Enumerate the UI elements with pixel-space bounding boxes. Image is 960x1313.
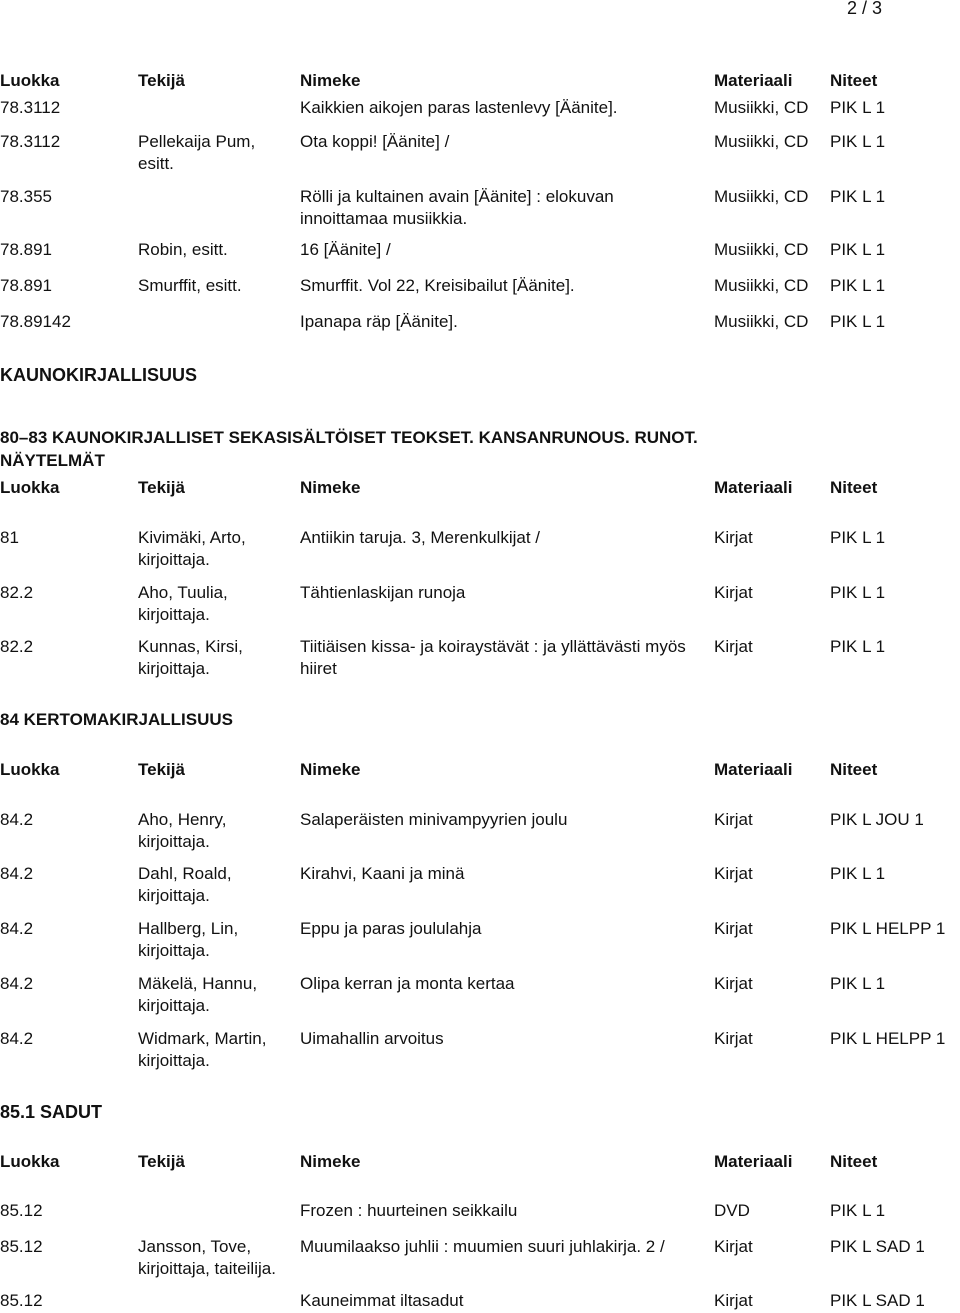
cell-luokka: 78.891 xyxy=(0,240,52,259)
cell-nimeke: Uimahallin arvoitus xyxy=(300,1029,444,1048)
cell-materiaali: Musiikki, CD xyxy=(714,187,809,206)
cell-luokka: 84.2 xyxy=(0,810,34,829)
cell-luokka: 81 xyxy=(0,528,19,547)
cell-materiaali: Musiikki, CD xyxy=(714,312,809,331)
cell-luokka: 78.355 xyxy=(0,187,52,206)
col-tekija: Tekijä xyxy=(138,478,185,497)
cell-nimeke: Frozen : huurteinen seikkailu xyxy=(300,1201,518,1220)
section-heading: 85.1 SADUT xyxy=(0,1102,103,1122)
cell-luokka: 84.2 xyxy=(0,864,34,883)
cell-niteet: PIK L SAD 1 xyxy=(830,1237,925,1256)
col-niteet: Niteet xyxy=(830,478,878,497)
cell-tekija: Jansson, Tove, kirjoittaja, taiteilija. xyxy=(138,1237,276,1278)
cell-nimeke: Olipa kerran ja monta kertaa xyxy=(300,974,515,993)
table-row xyxy=(0,311,960,351)
table-header xyxy=(0,1151,960,1191)
cell-niteet: PIK L HELPP 1 xyxy=(830,1029,946,1048)
page-number: 2 / 3 xyxy=(846,0,882,18)
cell-nimeke: Kaikkien aikojen paras lastenlevy [Äänite]. xyxy=(300,98,618,117)
cell-tekija: Smurffit, esitt. xyxy=(138,276,242,295)
cell-materiaali: Kirjat xyxy=(714,1291,753,1310)
cell-nimeke: Salaperäisten minivampyyrien joulu xyxy=(300,810,568,829)
table-row xyxy=(0,918,960,958)
cell-materiaali: Kirjat xyxy=(714,528,753,547)
cell-tekija: Kunnas, Kirsi, kirjoittaja. xyxy=(138,637,243,678)
cell-tekija: Pellekaija Pum, esitt. xyxy=(138,132,256,173)
cell-materiaali: Kirjat xyxy=(714,919,753,938)
section-heading: KAUNOKIRJALLISUUS xyxy=(0,365,198,385)
cell-luokka: 84.2 xyxy=(0,974,34,993)
col-luokka: Luokka xyxy=(0,71,60,90)
cell-luokka: 85.12 xyxy=(0,1237,43,1256)
cell-nimeke: Kauneimmat iltasadut xyxy=(300,1291,464,1310)
cell-luokka: 78.891 xyxy=(0,276,52,295)
cell-niteet: PIK L 1 xyxy=(830,276,886,295)
cell-materiaali: Musiikki, CD xyxy=(714,240,809,259)
cell-nimeke: Kirahvi, Kaani ja minä xyxy=(300,864,465,883)
cell-materiaali: Kirjat xyxy=(714,1237,753,1256)
cell-materiaali: Kirjat xyxy=(714,864,753,883)
cell-nimeke: Muumilaakso juhlii : muumien suuri juhlakirja. 2 / xyxy=(300,1237,665,1256)
cell-niteet: PIK L 1 xyxy=(830,1201,886,1220)
col-nimeke: Nimeke xyxy=(300,71,361,90)
cell-luokka: 82.2 xyxy=(0,583,34,602)
cell-niteet: PIK L 1 xyxy=(830,240,886,259)
cell-materiaali: Kirjat xyxy=(714,974,753,993)
col-materiaali: Materiaali xyxy=(714,1152,793,1171)
table-row xyxy=(0,186,960,226)
table-row xyxy=(0,809,960,849)
col-materiaali: Materiaali xyxy=(714,478,793,497)
col-niteet: Niteet xyxy=(830,1152,878,1171)
col-niteet: Niteet xyxy=(830,71,878,90)
col-tekija: Tekijä xyxy=(138,71,185,90)
cell-luokka: 78.3112 xyxy=(0,98,61,117)
cell-nimeke: Ipanapa räp [Äänite]. xyxy=(300,312,458,331)
col-luokka: Luokka xyxy=(0,1152,60,1171)
cell-nimeke: Tiitiäisen kissa- ja koiraystävät : ja yllättävästi myös hiiret xyxy=(300,637,686,678)
cell-tekija: Aho, Tuulia, kirjoittaja. xyxy=(138,583,228,624)
table-row xyxy=(0,1236,960,1276)
cell-niteet: PIK L 1 xyxy=(830,974,886,993)
cell-niteet: PIK L SAD 1 xyxy=(830,1291,925,1310)
table-row xyxy=(0,1290,960,1312)
table-row xyxy=(0,527,960,567)
cell-nimeke: 16 [Äänite] / xyxy=(300,240,391,259)
table-row xyxy=(0,636,960,676)
cell-tekija: Hallberg, Lin, kirjoittaja. xyxy=(138,919,239,960)
cell-tekija: Widmark, Martin, kirjoittaja. xyxy=(138,1029,267,1070)
cell-nimeke: Tähtienlaskijan runoja xyxy=(300,583,466,602)
cell-nimeke: Rölli ja kultainen avain [Äänite] : elokuvan innoittamaa musiikkia. xyxy=(300,187,614,228)
cell-niteet: PIK L 1 xyxy=(830,98,886,117)
cell-materiaali: Kirjat xyxy=(714,583,753,602)
cell-tekija: Kivimäki, Arto, kirjoittaja. xyxy=(138,528,246,569)
cell-nimeke: Ota koppi! [Äänite] / xyxy=(300,132,450,151)
table-row xyxy=(0,131,960,171)
cell-niteet: PIK L 1 xyxy=(830,528,886,547)
table-row xyxy=(0,1028,960,1068)
table-row xyxy=(0,275,960,315)
cell-materiaali: Musiikki, CD xyxy=(714,276,809,295)
col-luokka: Luokka xyxy=(0,478,60,497)
col-nimeke: Nimeke xyxy=(300,1152,361,1171)
col-materiaali: Materiaali xyxy=(714,760,793,779)
cell-niteet: PIK L HELPP 1 xyxy=(830,919,946,938)
cell-tekija: Aho, Henry, kirjoittaja. xyxy=(138,810,227,851)
cell-materiaali: Musiikki, CD xyxy=(714,132,809,151)
table-row xyxy=(0,863,960,903)
cell-luokka: 78.3112 xyxy=(0,132,61,151)
cell-niteet: PIK L 1 xyxy=(830,637,886,656)
cell-materiaali: Kirjat xyxy=(714,637,753,656)
cell-niteet: PIK L 1 xyxy=(830,312,886,331)
table-row xyxy=(0,973,960,1013)
cell-materiaali: Musiikki, CD xyxy=(714,98,809,117)
cell-luokka: 85.12 xyxy=(0,1291,43,1310)
cell-niteet: PIK L 1 xyxy=(830,132,886,151)
table-row xyxy=(0,239,960,279)
cell-tekija: Dahl, Roald, kirjoittaja. xyxy=(138,864,232,905)
cell-nimeke: Eppu ja paras joululahja xyxy=(300,919,482,938)
cell-materiaali: DVD xyxy=(714,1201,750,1220)
cell-nimeke: Antiikin taruja. 3, Merenkulkijat / xyxy=(300,528,540,547)
cell-luokka: 82.2 xyxy=(0,637,34,656)
table-row xyxy=(0,582,960,622)
cell-luokka: 78.89142 xyxy=(0,312,71,331)
col-niteet: Niteet xyxy=(830,760,878,779)
cell-luokka: 84.2 xyxy=(0,919,34,938)
cell-niteet: PIK L 1 xyxy=(830,864,886,883)
section-heading: 80–83 KAUNOKIRJALLISET SEKASISÄLTÖISET TEOKSET. KANSANRUNOUS. RUNOT. xyxy=(0,428,698,447)
cell-nimeke: Smurffit. Vol 22, Kreisibailut [Äänite]. xyxy=(300,276,575,295)
table-row xyxy=(0,1200,960,1240)
cell-tekija: Robin, esitt. xyxy=(138,240,228,259)
cell-tekija: Mäkelä, Hannu, kirjoittaja. xyxy=(138,974,258,1015)
cell-materiaali: Kirjat xyxy=(714,810,753,829)
col-tekija: Tekijä xyxy=(138,760,185,779)
section-heading: 84 KERTOMAKIRJALLISUUS xyxy=(0,710,233,729)
cell-luokka: 84.2 xyxy=(0,1029,34,1048)
col-luokka: Luokka xyxy=(0,760,60,779)
cell-niteet: PIK L 1 xyxy=(830,187,886,206)
cell-materiaali: Kirjat xyxy=(714,1029,753,1048)
cell-niteet: PIK L 1 xyxy=(830,583,886,602)
cell-luokka: 85.12 xyxy=(0,1201,43,1220)
section-heading: NÄYTELMÄT xyxy=(0,451,105,470)
table-header xyxy=(0,477,960,517)
col-nimeke: Nimeke xyxy=(300,760,361,779)
col-nimeke: Nimeke xyxy=(300,478,361,497)
table-header xyxy=(0,759,960,799)
col-tekija: Tekijä xyxy=(138,1152,185,1171)
col-materiaali: Materiaali xyxy=(714,71,793,90)
cell-niteet: PIK L JOU 1 xyxy=(830,810,924,829)
